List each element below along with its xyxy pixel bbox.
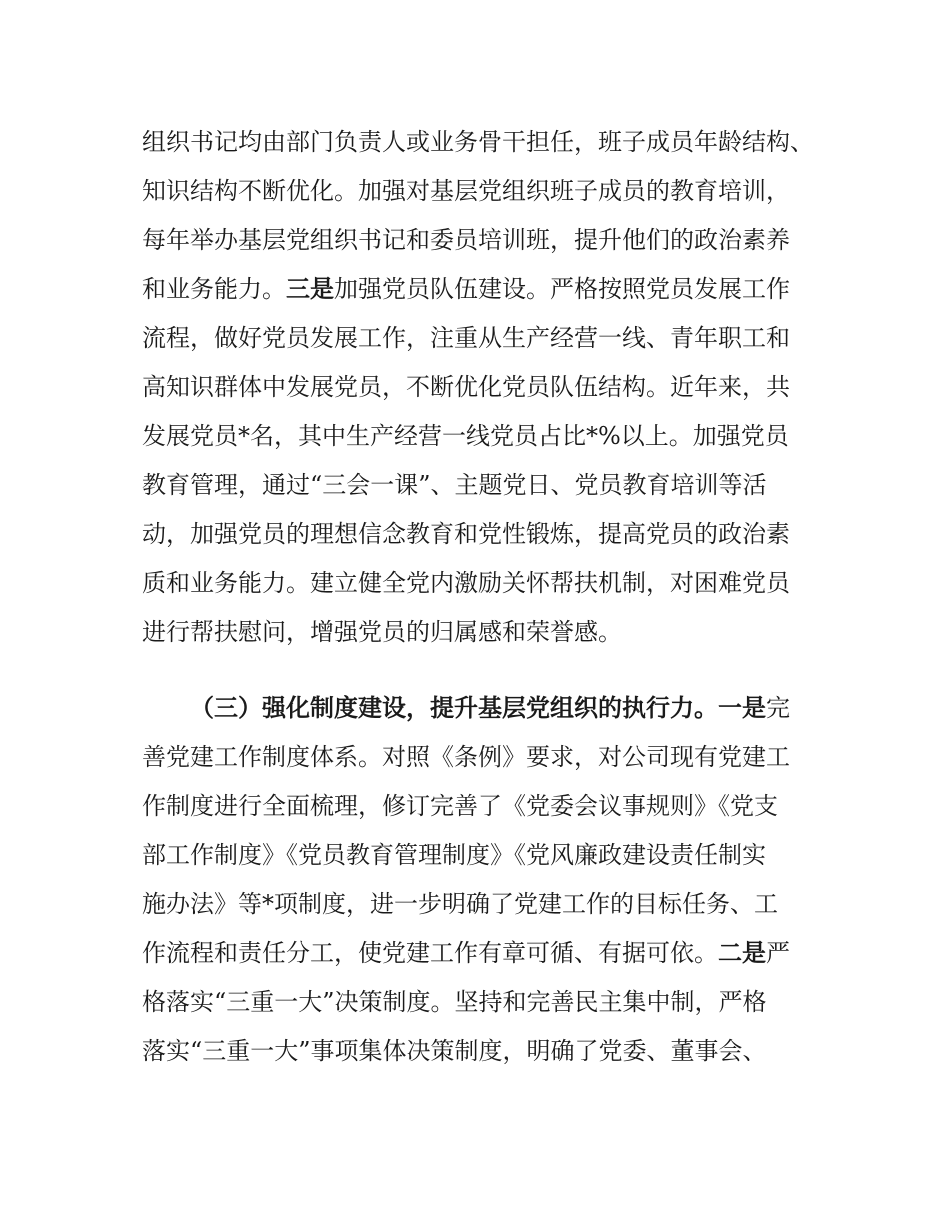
- text-line: 部工作制度》《党员教育管理制度》《党风廉政建设责任制实: [142, 841, 766, 869]
- text-line: 施办法》等*项制度，进一步明确了党建工作的目标任务、工: [142, 890, 778, 918]
- point-marker-3: 三是: [286, 274, 334, 303]
- text-segment: 作流程和责任分工，使党建工作有章可循、有据可依。: [142, 939, 718, 967]
- text-line: 质和业务能力。建立健全党内激励关怀帮扶机制，对困难党员: [142, 569, 790, 597]
- section-heading-line: [190, 693, 790, 723]
- text-line: [142, 274, 790, 304]
- text-segment: 严: [766, 939, 790, 967]
- text-line: [142, 938, 790, 968]
- text-line: 组织书记均由部门负责人或业务骨干担任，班子成员年龄结构、: [142, 128, 814, 156]
- point-marker-1: 一是: [718, 693, 766, 722]
- text-line: 善党建工作制度体系。对照《条例》要求，对公司现有党建工: [142, 743, 790, 771]
- text-line: 发展党员*名，其中生产经营一线党员占比*%以上。加强党员: [142, 422, 789, 450]
- section-heading: （三）强化制度建设，提升基层党组织的执行力。: [190, 693, 718, 722]
- text-segment: 加强党员队伍建设。严格按照党员发展工作: [334, 275, 790, 303]
- point-marker-2: 二是: [718, 938, 766, 967]
- text-line: 知识结构不断优化。加强对基层党组织班子成员的教育培训，: [142, 177, 790, 205]
- text-segment: 完: [766, 694, 790, 722]
- text-line: 作制度进行全面梳理，修订完善了《党委会议事规则》《党支: [142, 792, 778, 820]
- text-line: 落实“三重一大”事项集体决策制度，明确了党委、董事会、: [142, 1037, 767, 1065]
- text-line: 动，加强党员的理想信念教育和党性锻炼，提高党员的政治素: [142, 520, 790, 548]
- text-segment: 和业务能力。: [142, 275, 286, 303]
- text-line: 每年举办基层党组织书记和委员培训班，提升他们的政治素养: [142, 226, 790, 254]
- text-line: 高知识群体中发展党员，不断优化党员队伍结构。近年来，共: [142, 373, 790, 401]
- text-line: 进行帮扶慰问，增强党员的归属感和荣誉感。: [142, 618, 622, 646]
- text-line: 格落实“三重一大”决策制度。坚持和完善民主集中制，严格: [142, 988, 767, 1016]
- text-line: 教育管理，通过“三会一课”、主题党日、党员教育培训等活: [142, 471, 767, 499]
- text-line: 流程，做好党员发展工作，注重从生产经营一线、青年职工和: [142, 324, 790, 352]
